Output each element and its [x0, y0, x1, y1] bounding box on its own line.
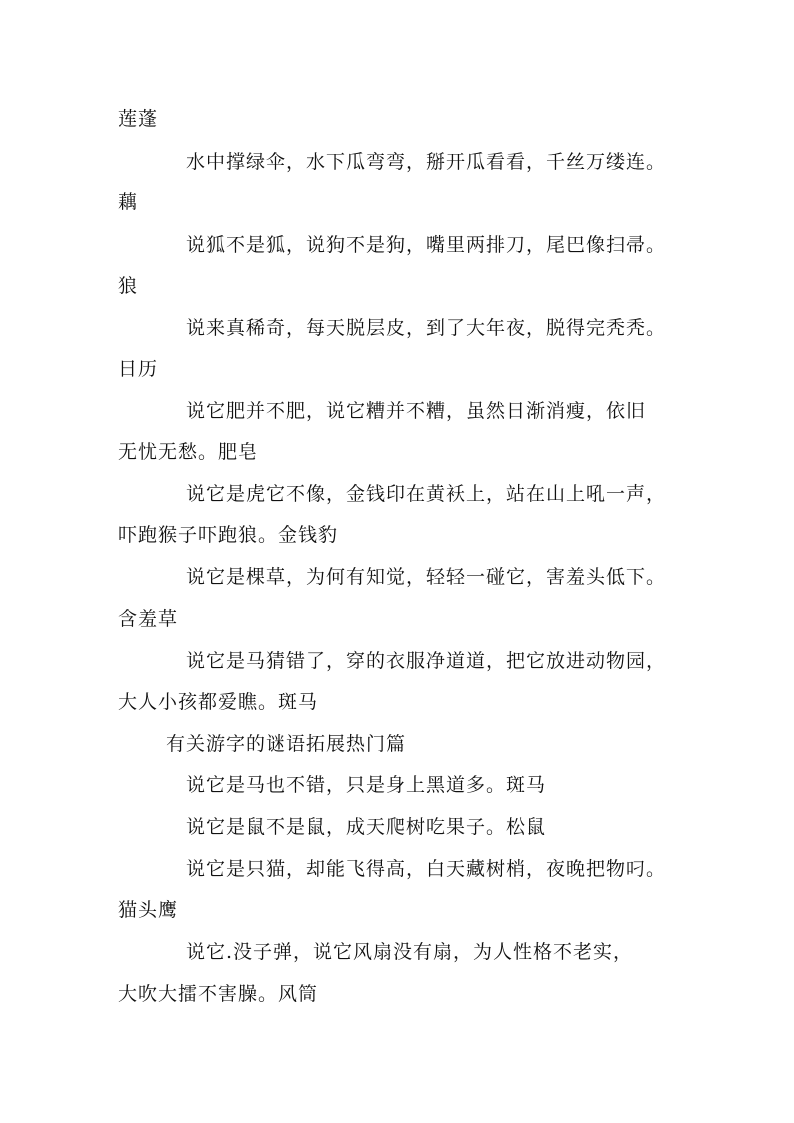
riddle-line: 说它肥并不肥，说它糟并不糟，虽然日渐消瘦，依旧 [186, 400, 647, 422]
answer-line: 藕 [118, 191, 139, 213]
riddle-line-continued: 大人小孩都爱瞧。斑马 [118, 691, 319, 713]
riddle-line: 说它.没子弹，说它风扇没有扇，为人性格不老实， [186, 941, 634, 963]
riddle-line: 说它是马也不错，只是身上黑道多。斑马 [186, 774, 547, 796]
answer-line: 莲蓬 [118, 108, 159, 130]
riddle-line: 说它是棵草，为何有知觉，轻轻一碰它，害羞头低下。 [186, 566, 667, 588]
riddle-line: 说它是马猜错了，穿的衣服净道道，把它放进动物园， [186, 650, 667, 672]
riddle-line: 说它是鼠不是鼠，成天爬树吃果子。松鼠 [186, 816, 547, 838]
riddle-line: 说狐不是狐，说狗不是狗，嘴里两排刀，尾巴像扫帚。 [186, 234, 667, 256]
answer-line: 狼 [118, 275, 139, 297]
riddle-line: 说它是虎它不像，金钱印在黄袄上，站在山上吼一声， [186, 483, 667, 505]
answer-line: 日历 [118, 358, 159, 380]
answer-line: 含羞草 [118, 608, 179, 630]
riddle-line-continued: 无忧无愁。肥皂 [118, 441, 259, 463]
riddle-line: 说它是只猫，却能飞得高，白天藏树梢，夜晚把物叼。 [186, 858, 667, 880]
answer-line: 猫头鹰 [118, 899, 179, 921]
riddle-line-continued: 吓跑猴子吓跑狼。金钱豹 [118, 524, 339, 546]
section-heading: 有关游字的谜语拓展热门篇 [166, 733, 407, 755]
riddle-line: 水中撑绿伞，水下瓜弯弯，掰开瓜看看，千丝万缕连。 [186, 151, 667, 173]
riddle-line: 说来真稀奇，每天脱层皮，到了大年夜，脱得完秃秃。 [186, 317, 667, 339]
riddle-line-continued: 大吹大擂不害臊。风筒 [118, 983, 319, 1005]
